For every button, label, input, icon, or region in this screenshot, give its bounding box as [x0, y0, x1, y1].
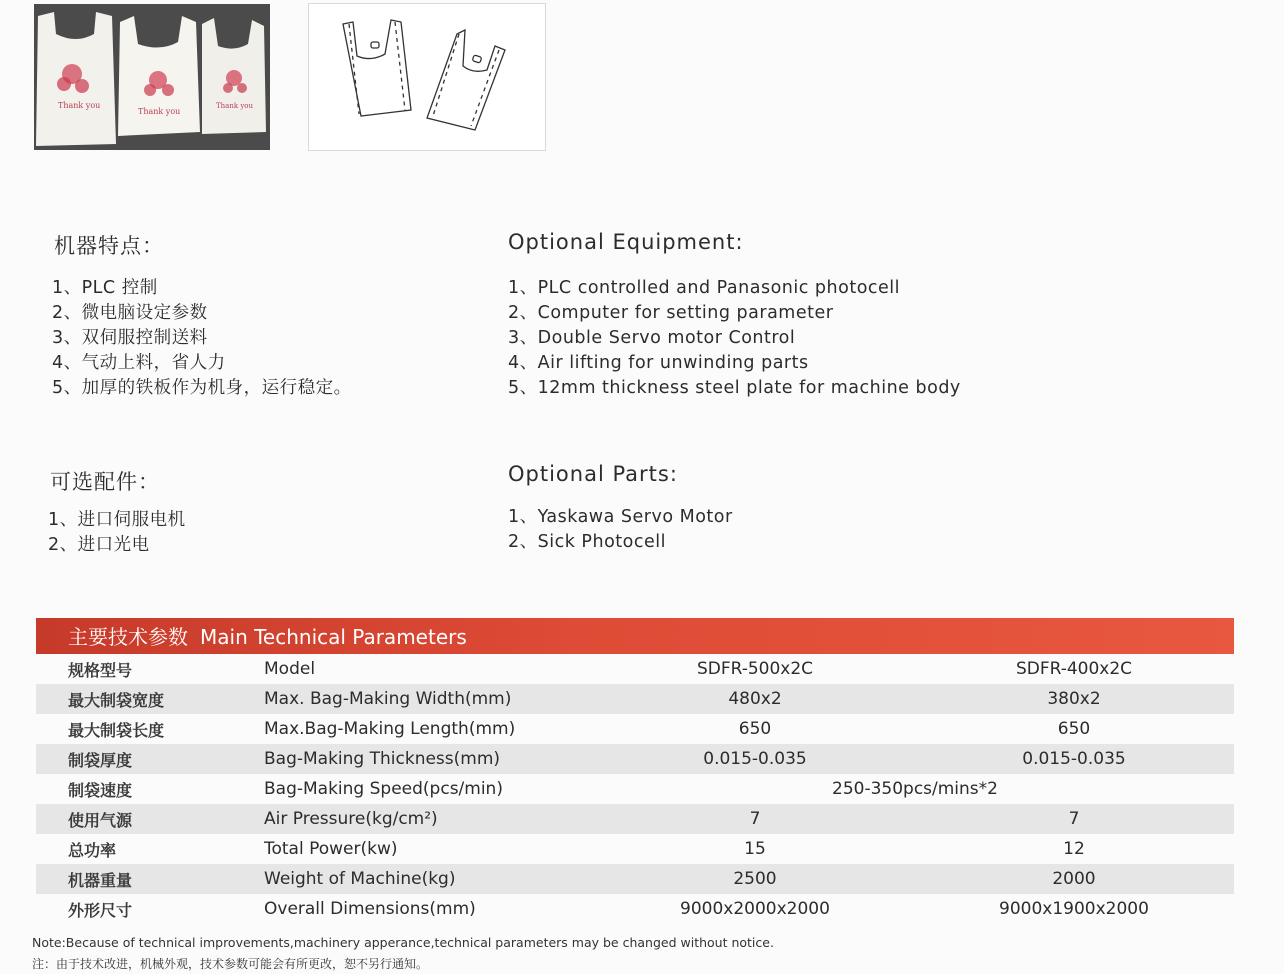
parameters-title-cn: 主要技术参数	[68, 625, 188, 649]
list-item: 5、加厚的铁板作为机身，运行稳定。	[52, 378, 352, 398]
list-item: 2、进口光电	[48, 535, 150, 555]
list-item: 3、Double Servo motor Control	[508, 328, 796, 348]
param-en: Air Pressure(kg/cm²)	[262, 804, 596, 834]
param-en: Weight of Machine(kg)	[262, 864, 596, 894]
param-en: Overall Dimensions(mm)	[264, 899, 476, 919]
table-row	[36, 864, 1234, 894]
param-cn: 总功率	[68, 840, 117, 860]
param-value-b: 2000	[914, 864, 1234, 894]
table-row	[36, 654, 1234, 684]
table-row	[36, 774, 1234, 804]
list-item: 5、12mm thickness steel plate for machine body	[508, 378, 961, 398]
param-en: Total Power(kw)	[264, 839, 398, 859]
param-cn: 规格型号	[68, 660, 133, 680]
bag-small-print: Thank you	[216, 102, 254, 110]
list-item: 1、PLC 控制	[52, 278, 158, 298]
note-cn: 注：由于技术改进，机械外观，技术参数可能会有所更改，恕不另行通知。	[32, 957, 429, 971]
param-value-b: 0.015-0.035	[914, 744, 1234, 774]
note-en: Note:Because of technical improvements,machinery apperance,technical parameters may be changed without notice.	[32, 935, 774, 950]
param-value-b: 380x2	[914, 684, 1234, 714]
param-cn: 最大制袋长度	[68, 720, 165, 740]
optional-parts-list	[508, 505, 733, 555]
param-value-b: SDFR-400x2C	[1015, 659, 1133, 679]
table-row	[36, 744, 1234, 774]
table-row	[36, 804, 1234, 834]
param-value-b: 9000x1900x2000	[999, 899, 1149, 919]
bag-large-print: Thank you	[58, 101, 101, 110]
table-row	[36, 714, 1234, 744]
parts-cn-list	[48, 508, 186, 558]
parameters-table	[36, 654, 1234, 924]
list-item: 4、气动上料，省人力	[52, 353, 226, 373]
list-item: 2、Computer for setting parameter	[508, 303, 834, 323]
param-value-b: 12	[1063, 839, 1085, 859]
param-value-a: 7	[596, 804, 914, 834]
param-en: Bag-Making Speed(pcs/min)	[264, 779, 503, 799]
bag-product-photo	[34, 4, 270, 150]
param-cn: 制袋厚度	[36, 744, 262, 774]
param-value-a: 15	[744, 839, 766, 859]
param-en: Model	[264, 659, 316, 679]
param-cn: 使用气源	[36, 804, 262, 834]
table-row	[36, 894, 1234, 924]
list-item: 1、进口伺服电机	[48, 510, 186, 530]
param-cn: 制袋速度	[68, 780, 133, 800]
param-value-a: 480x2	[596, 684, 914, 714]
param-value-b: 7	[914, 804, 1234, 834]
param-value-a: 650	[738, 719, 772, 739]
param-cn: 最大制袋宽度	[36, 684, 262, 714]
parameters-title-en: Main Technical Parameters	[200, 625, 467, 649]
optional-equipment-heading: Optional Equipment:	[508, 230, 744, 254]
param-en: Max. Bag-Making Width(mm)	[262, 684, 596, 714]
list-item: 1、PLC controlled and Panasonic photocell	[508, 278, 901, 298]
table-row	[36, 834, 1234, 864]
param-value-a: 2500	[596, 864, 914, 894]
list-item: 1、Yaskawa Servo Motor	[508, 507, 733, 527]
list-item: 3、双伺服控制送料	[52, 328, 208, 348]
bag-outline-drawing	[308, 3, 546, 151]
param-en: Max.Bag-Making Length(mm)	[264, 719, 516, 739]
param-value-a: 0.015-0.035	[596, 744, 914, 774]
param-value-a: SDFR-500x2C	[696, 659, 814, 679]
list-item: 2、Sick Photocell	[508, 532, 666, 552]
param-value-merged: 250-350pcs/mins*2	[832, 779, 998, 799]
parameters-title-band	[36, 618, 1234, 654]
optional-parts-heading: Optional Parts:	[508, 462, 678, 486]
param-value-a: 9000x2000x2000	[680, 899, 830, 919]
table-row	[36, 684, 1234, 714]
features-cn-list	[52, 276, 352, 401]
param-cn: 机器重量	[36, 864, 262, 894]
parts-cn-heading: 可选配件：	[50, 470, 160, 494]
bag-medium-print: Thank you	[138, 107, 181, 116]
param-value-b: 650	[1057, 719, 1091, 739]
param-cn: 外形尺寸	[68, 900, 133, 920]
list-item: 4、Air lifting for unwinding parts	[508, 353, 809, 373]
optional-equipment-list	[508, 276, 961, 401]
param-en: Bag-Making Thickness(mm)	[262, 744, 596, 774]
list-item: 2、微电脑设定参数	[52, 303, 208, 323]
features-cn-heading: 机器特点：	[54, 234, 164, 258]
